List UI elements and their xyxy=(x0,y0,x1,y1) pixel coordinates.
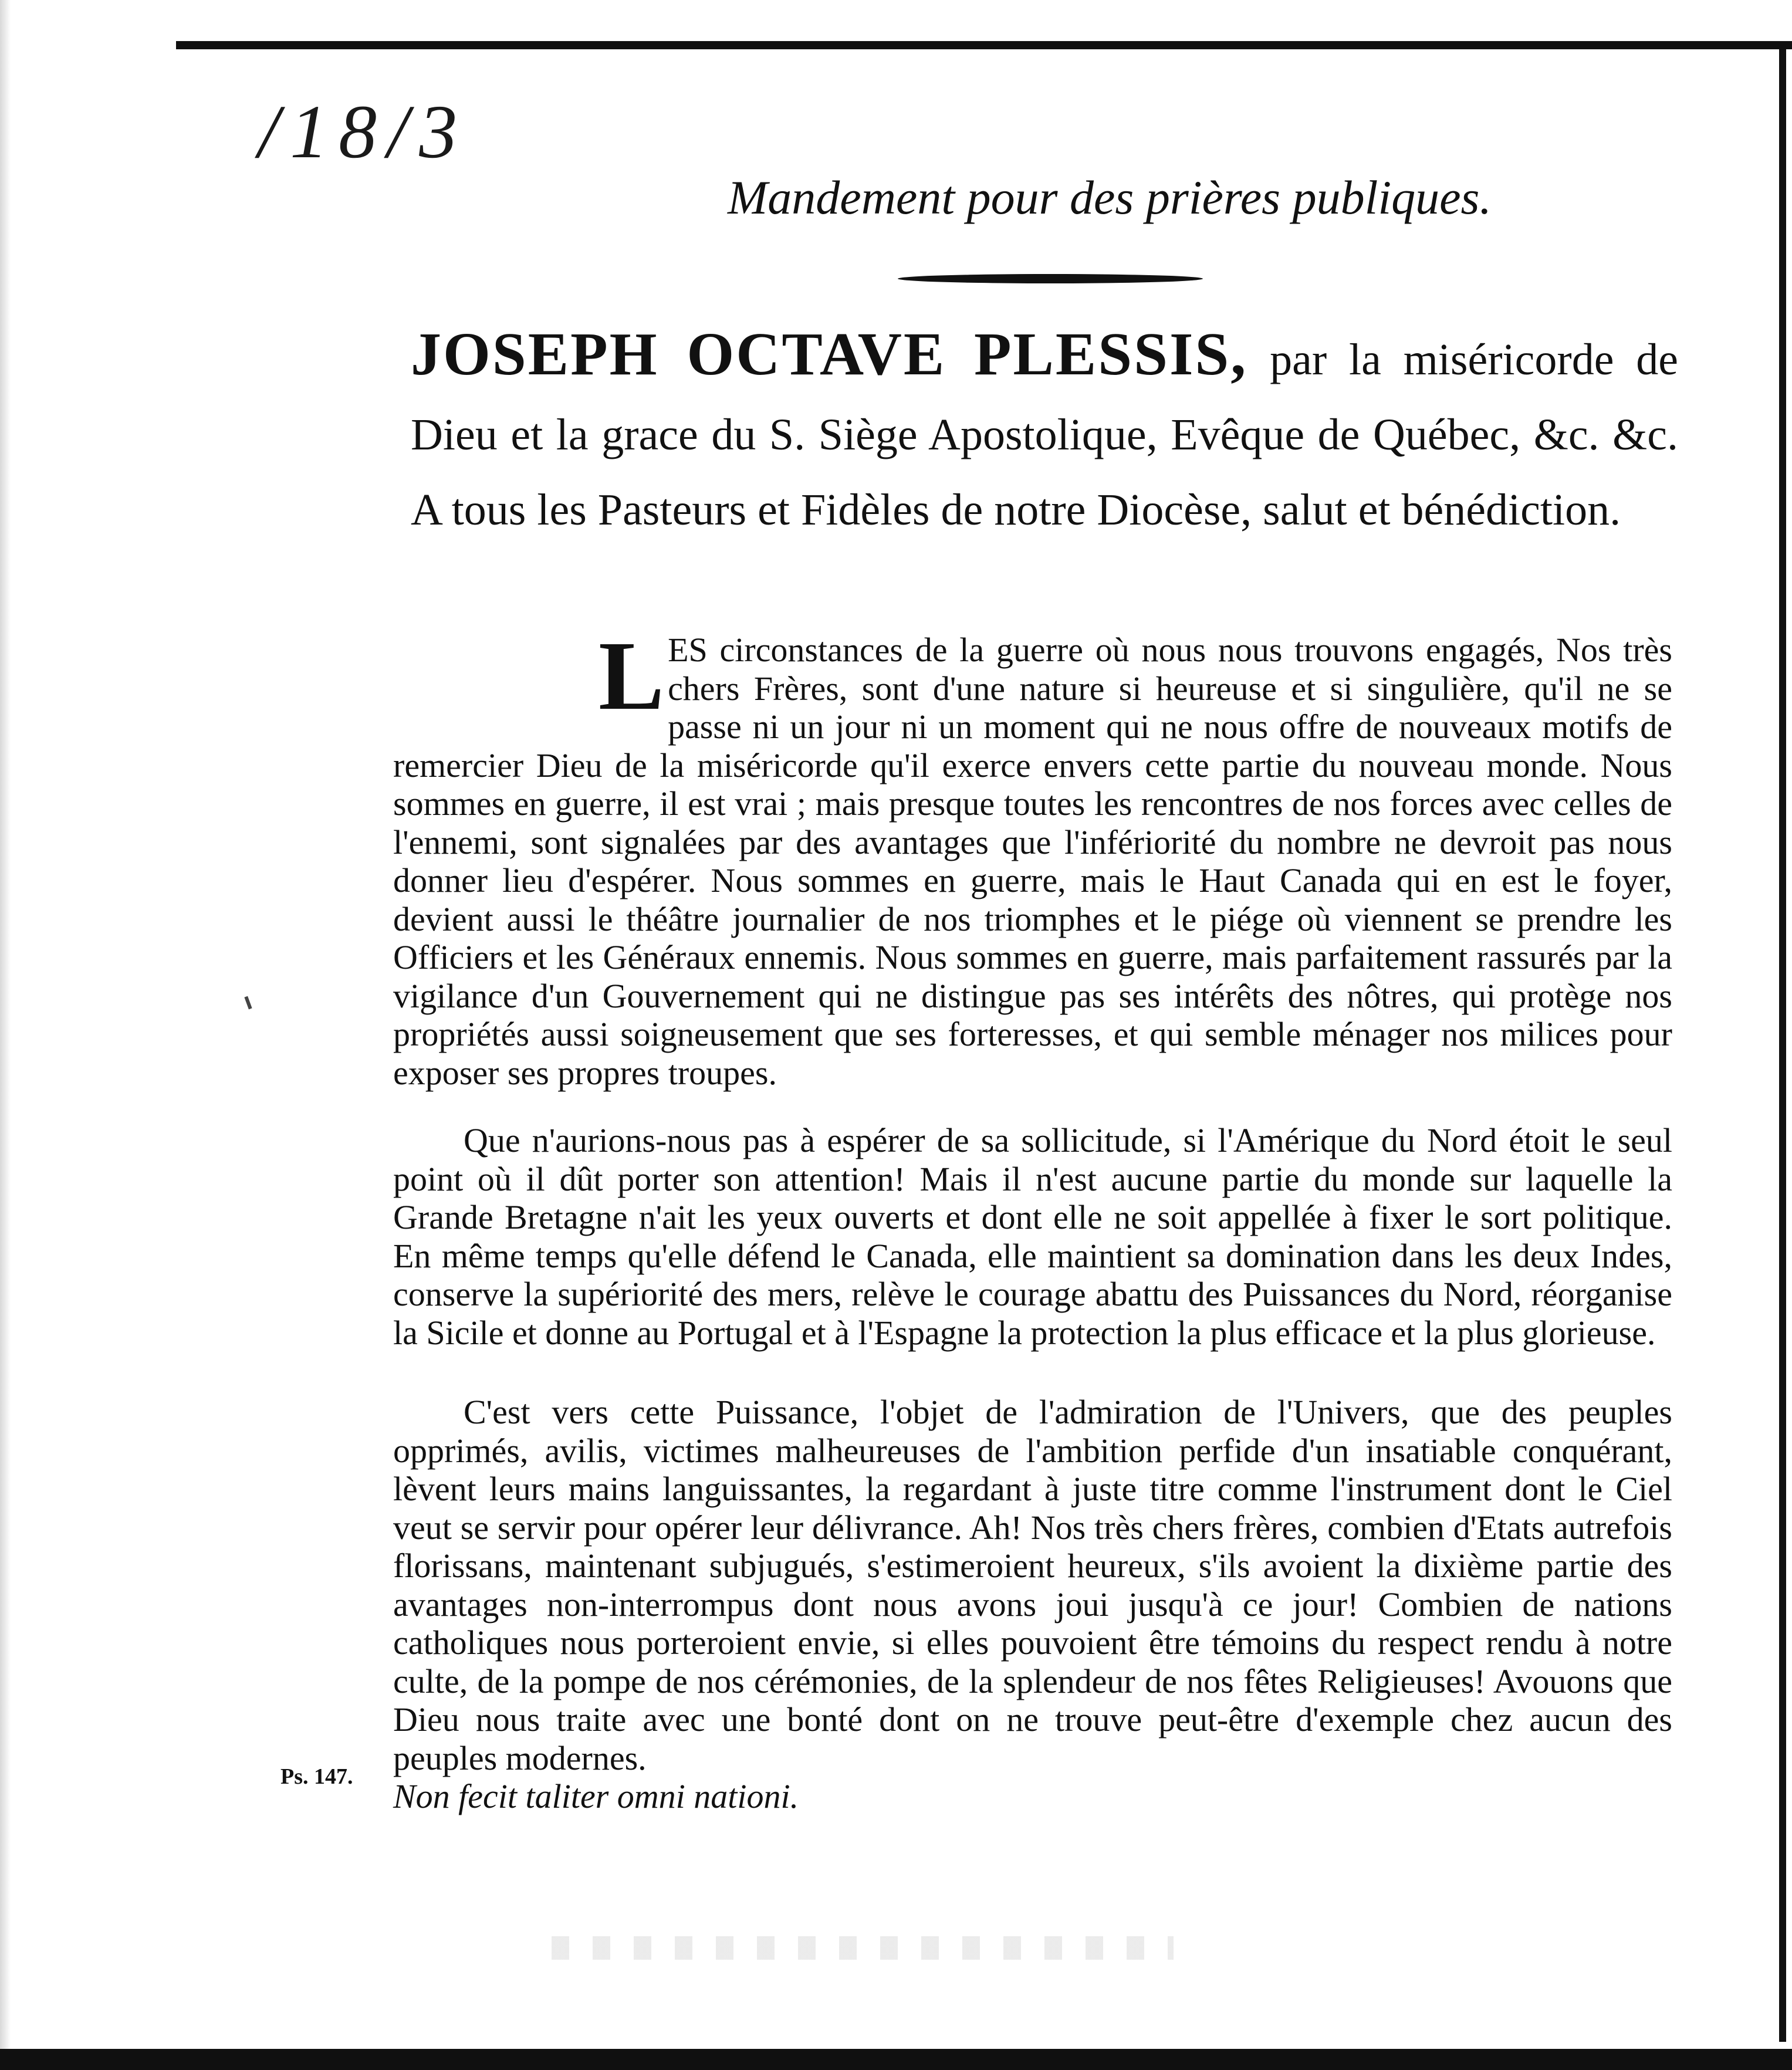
drop-cap: L xyxy=(599,621,665,730)
heading-text: par la miséricorde de Dieu et la grace du S. Siège Apostolique, Evêque de Québec, &c. &c. A tous les Pasteurs et Fidèles de notre Diocèse, salut et bénédiction. xyxy=(411,335,1678,535)
paragraph-1 xyxy=(393,621,1672,1092)
document-title: Mandement pour des prières publiques. xyxy=(728,171,1492,224)
psalm-reference: Ps. 147. xyxy=(280,1764,353,1789)
document-body xyxy=(393,621,1672,1816)
document-heading xyxy=(411,317,1678,547)
stray-ink-mark xyxy=(244,996,252,1010)
scan-right-border xyxy=(1779,41,1786,2042)
handwritten-year: /18/3 xyxy=(258,90,468,174)
paragraph-3-text: C'est vers cette Puissance, l'objet de l'admiration de l'Univers, que des peuples opprimés, avilis, victimes malheureuses de l'ambition perfide d'un insatiable conquérant, lèvent leurs mains languissantes, la regardant à juste titre comme l'instrument dont le Ciel veut se servir pour opérer leur délivrance. Ah! Nos très chers frères, combien d'Etats autrefois florissans, maintenant subjugués, s'estimeroient heureux, s'ils avoient la dixième partie des avantages non-interrompus dont nous avons joui jusqu'à ce jour! Combien de nations catholiques nous porteroient envie, si elles pouvoient être témoins du respect rendu à notre culte, de la pompe de nos cérémonies, de la splendeur de nos fêtes Religieuses! Avouons que Dieu nous traite avec une bonté dont on ne trouve peut-être d'exemple chez aucun des peuples modernes. xyxy=(393,1393,1672,1777)
scan-bottom-border xyxy=(0,2049,1792,2070)
scan-left-edge xyxy=(0,0,11,2070)
paragraph-2 xyxy=(393,1121,1672,1352)
bishop-name: JOSEPH OCTAVE PLESSIS, xyxy=(411,320,1248,388)
faint-show-through xyxy=(528,1936,1174,1960)
paragraph-3 xyxy=(393,1393,1672,1816)
paragraph-1-text: ES circonstances de la guerre où nous nous trouvons engagés, Nos très chers Frères, sont d'une nature si heureuse et si singulière, qu'il ne se passe ni un jour ni un moment qui ne nous offre de nouveaux motifs de remercier Dieu de la miséricorde qu'il exerce envers cette partie du nouveau monde. Nous sommes en guerre, il est vrai ; mais presque toutes les rencontres de nos forces avec celles de l'ennemi, sont signalées par des avantages que l'infériorité du nombre ne devroit pas nous donner lieu d'espérer. Nous sommes en guerre, mais le Haut Canada qui en est le foyer, devient aussi le théâtre journalier de nos triomphes et le piége où viennent se prendre les Officiers et les Généraux ennemis. Nous sommes en guerre, mais parfaitement rassurés par la vigilance d'un Gouvernement qui ne distingue pas ses intérêts des nôtres, qui protège nos propriétés aussi soigneusement que ses forteresses, et qui semble ménager nos milices pour exposer ses propres troupes. xyxy=(393,631,1672,1092)
psalm-quote: Non fecit taliter omni nationi. xyxy=(393,1777,799,1815)
title-divider xyxy=(898,274,1203,283)
scan-top-border xyxy=(176,41,1792,49)
paragraph-2-text: Que n'aurions-nous pas à espérer de sa sollicitude, si l'Amérique du Nord étoit le seul point où il dût porter son attention! Mais il n'est aucune partie du monde sur laquelle la Grande Bretagne n'ait les yeux ouverts et dont elle ne soit appellée à fixer le sort politique. En même temps qu'elle défend le Canada, elle maintient sa domination dans les deux Indes, conserve la supériorité des mers, relève le courage abattu des Puissances du Nord, réorganise la Sicile et donne au Portugal et à l'Espagne la protection la plus efficace et la plus glorieuse. xyxy=(393,1121,1672,1352)
